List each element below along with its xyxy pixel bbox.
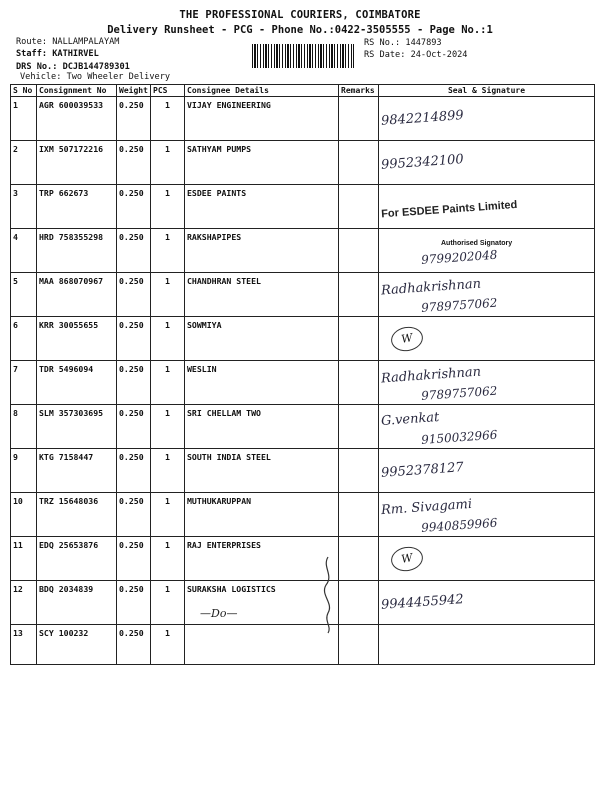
- consignment-cell: SLM 357303695: [37, 405, 117, 449]
- remarks-cell: [339, 141, 379, 185]
- consignee-cell: VIJAY ENGINEERING: [185, 97, 339, 141]
- sno-cell: 9: [11, 449, 37, 493]
- sno-cell: 10: [11, 493, 37, 537]
- table-row: [11, 97, 595, 141]
- pcs-cell: 1: [151, 405, 185, 449]
- table-row: [11, 405, 595, 449]
- table-row: [11, 493, 595, 537]
- signature-cell: [379, 273, 595, 317]
- consignee-cell: SATHYAM PUMPS: [185, 141, 339, 185]
- consignment-cell: AGR 600039533: [37, 97, 117, 141]
- route-label: Route: NALLAMPALAYAM: [16, 37, 120, 47]
- rs-number: RS No.: 1447893: [364, 38, 442, 48]
- company-stamp: Authorised Signatory: [441, 240, 513, 247]
- table-row: [11, 185, 595, 229]
- signature-cell: [379, 229, 595, 273]
- pen-scrawl: [318, 555, 338, 635]
- handwritten-phone: 9940859966: [420, 515, 498, 535]
- consignment-cell: IXM 507172216: [37, 141, 117, 185]
- weight-cell: 0.250: [117, 493, 151, 537]
- weight-cell: 0.250: [117, 581, 151, 625]
- handwritten-phone: 9789757062: [420, 383, 498, 403]
- pcs-cell: 1: [151, 141, 185, 185]
- table-row: [11, 537, 595, 581]
- consignee-cell: [185, 625, 339, 665]
- sno-cell: 13: [11, 625, 37, 665]
- table-header-row: [11, 85, 595, 97]
- handwritten-phone: 9799202048: [420, 247, 498, 267]
- col-consignee: Consignee Details: [185, 85, 339, 97]
- signature-cell: [379, 625, 595, 665]
- consignment-cell: TRZ 15648036: [37, 493, 117, 537]
- weight-cell: 0.250: [117, 141, 151, 185]
- weight-cell: 0.250: [117, 185, 151, 229]
- weight-cell: 0.250: [117, 273, 151, 317]
- table-row: [11, 273, 595, 317]
- consignment-cell: KTG 7158447: [37, 449, 117, 493]
- signature-cell: [379, 449, 595, 493]
- signature-cell: [379, 581, 595, 625]
- remarks-cell: [339, 317, 379, 361]
- consignee-cell: RAJ ENTERPRISES: [185, 537, 339, 581]
- weight-cell: 0.250: [117, 229, 151, 273]
- consignee-cell: SOWMIYA: [185, 317, 339, 361]
- pcs-cell: 1: [151, 493, 185, 537]
- consignment-cell: HRD 758355298: [37, 229, 117, 273]
- consignment-cell: EDQ 25653876: [37, 537, 117, 581]
- col-signature: Seal & Signature: [379, 85, 595, 97]
- table-row: [11, 229, 595, 273]
- sno-cell: 4: [11, 229, 37, 273]
- handwritten-signature: 9944455942: [380, 592, 465, 613]
- sno-cell: 8: [11, 405, 37, 449]
- handwritten-signature: G.venkat: [380, 409, 440, 430]
- signature-cell: [379, 97, 595, 141]
- consignee-cell: SOUTH INDIA STEEL: [185, 449, 339, 493]
- initial-mark: W: [389, 324, 425, 353]
- runsheet-table: [10, 84, 595, 665]
- remarks-cell: [339, 405, 379, 449]
- weight-cell: 0.250: [117, 361, 151, 405]
- company-name: THE PROFESSIONAL COURIERS, COIMBATORE: [179, 9, 421, 21]
- sno-cell: 11: [11, 537, 37, 581]
- consignment-cell: TDR 5496094: [37, 361, 117, 405]
- sno-cell: 1: [11, 97, 37, 141]
- table-row: [11, 625, 595, 665]
- handwritten-phone: 9789757062: [420, 295, 498, 315]
- pcs-cell: 1: [151, 97, 185, 141]
- remarks-cell: [339, 361, 379, 405]
- table-row: [11, 449, 595, 493]
- consignment-cell: SCY 100232: [37, 625, 117, 665]
- remarks-cell: [339, 493, 379, 537]
- consignee-cell: CHANDHRAN STEEL: [185, 273, 339, 317]
- consignment-cell: TRP 662673: [37, 185, 117, 229]
- remarks-cell: [339, 97, 379, 141]
- weight-cell: 0.250: [117, 625, 151, 665]
- handwritten-signature: 9952342100: [380, 152, 465, 173]
- pcs-cell: 1: [151, 229, 185, 273]
- table-row: [11, 361, 595, 405]
- signature-cell: [379, 537, 595, 581]
- signature-cell: [379, 493, 595, 537]
- vehicle-label: Vehicle: Two Wheeler Delivery: [20, 72, 171, 82]
- weight-cell: 0.250: [117, 449, 151, 493]
- signature-cell: [379, 361, 595, 405]
- handwritten-signature: Radhakrishnan: [380, 364, 482, 387]
- remarks-cell: [339, 185, 379, 229]
- weight-cell: 0.250: [117, 317, 151, 361]
- handwritten-phone: 9150032966: [420, 427, 498, 447]
- consignment-cell: KRR 30055655: [37, 317, 117, 361]
- drs-number: DRS No.: DCJB144789301: [16, 62, 130, 72]
- handwritten-signature: 9842214899: [380, 108, 465, 129]
- sno-cell: 12: [11, 581, 37, 625]
- signature-cell: [379, 317, 595, 361]
- ditto-mark: —Do—: [200, 607, 238, 620]
- weight-cell: 0.250: [117, 537, 151, 581]
- col-pcs: PCS: [151, 85, 185, 97]
- sno-cell: 7: [11, 361, 37, 405]
- consignee-cell: ESDEE PAINTS: [185, 185, 339, 229]
- table-row: [11, 141, 595, 185]
- consignee-cell: SURAKSHA LOGISTICS: [185, 581, 339, 625]
- handwritten-signature: 9952378127: [380, 460, 465, 481]
- runsheet-title: Delivery Runsheet - PCG - Phone No.:0422-3505555 - Page No.:1: [107, 24, 493, 36]
- col-sno: S No: [11, 85, 37, 97]
- consignee-cell: WESLIN: [185, 361, 339, 405]
- initial-mark: W: [389, 544, 425, 573]
- rs-date: RS Date: 24-Oct-2024: [364, 50, 468, 60]
- remarks-cell: [339, 537, 379, 581]
- pcs-cell: 1: [151, 185, 185, 229]
- company-stamp: For ESDEE Paints Limited: [380, 198, 518, 220]
- sno-cell: 5: [11, 273, 37, 317]
- pcs-cell: 1: [151, 361, 185, 405]
- table-row: [11, 317, 595, 361]
- sno-cell: 6: [11, 317, 37, 361]
- pcs-cell: 1: [151, 537, 185, 581]
- sno-cell: 2: [11, 141, 37, 185]
- weight-cell: 0.250: [117, 97, 151, 141]
- consignee-cell: RAKSHAPIPES: [185, 229, 339, 273]
- pcs-cell: 1: [151, 449, 185, 493]
- consignment-cell: BDQ 2034839: [37, 581, 117, 625]
- signature-cell: [379, 405, 595, 449]
- consignment-cell: MAA 868070967: [37, 273, 117, 317]
- handwritten-signature: Rm. Sivagami: [380, 496, 473, 519]
- pcs-cell: 1: [151, 581, 185, 625]
- col-consignment: Consignment No: [37, 85, 117, 97]
- remarks-cell: [339, 273, 379, 317]
- remarks-cell: [339, 449, 379, 493]
- remarks-cell: [339, 625, 379, 665]
- col-weight: Weight: [117, 85, 151, 97]
- weight-cell: 0.250: [117, 405, 151, 449]
- table-row: [11, 581, 595, 625]
- consignee-cell: SRI CHELLAM TWO: [185, 405, 339, 449]
- signature-cell: [379, 141, 595, 185]
- signature-cell: [379, 185, 595, 229]
- consignee-cell: MUTHUKARUPPAN: [185, 493, 339, 537]
- handwritten-signature: Radhakrishnan: [380, 276, 482, 299]
- sno-cell: 3: [11, 185, 37, 229]
- pcs-cell: 1: [151, 317, 185, 361]
- pcs-cell: 1: [151, 625, 185, 665]
- remarks-cell: [339, 581, 379, 625]
- col-remarks: Remarks: [339, 85, 379, 97]
- barcode: [252, 44, 354, 68]
- staff-label: Staff: KATHIRVEL: [16, 49, 99, 59]
- pcs-cell: 1: [151, 273, 185, 317]
- remarks-cell: [339, 229, 379, 273]
